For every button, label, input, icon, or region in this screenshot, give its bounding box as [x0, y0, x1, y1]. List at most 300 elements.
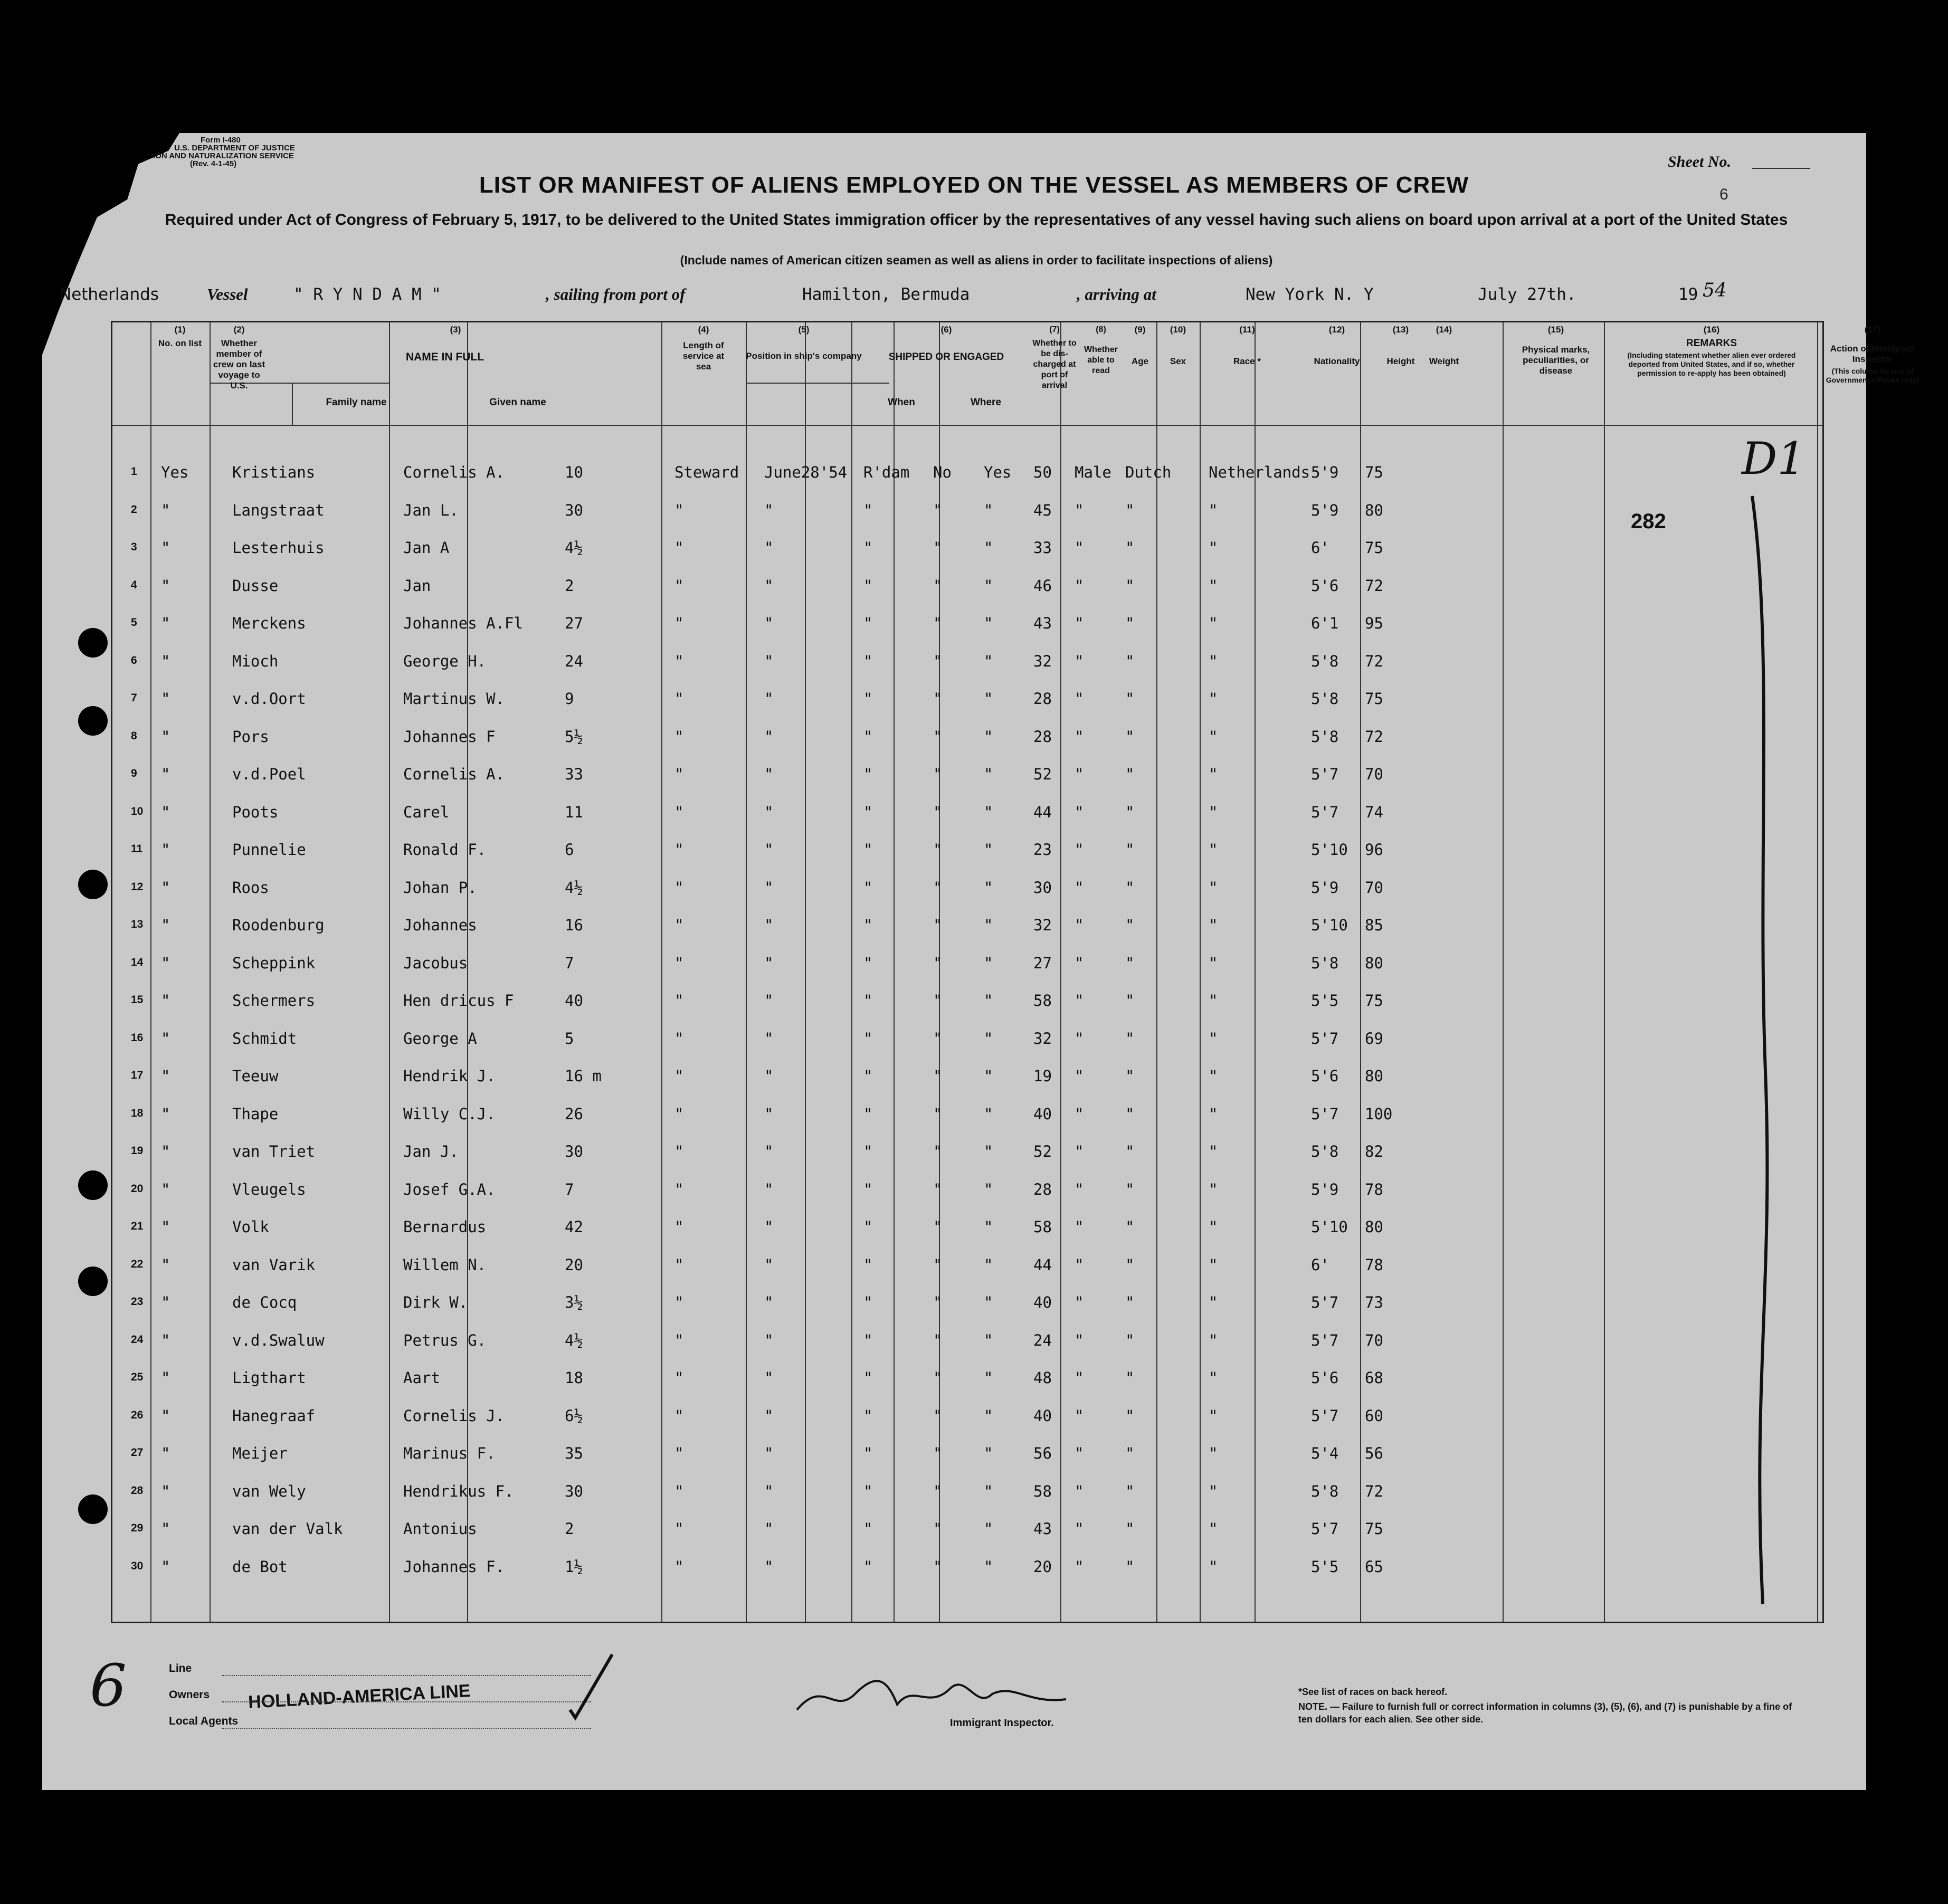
cell-age: 58 — [1033, 1218, 1052, 1236]
cell-service: 10 — [565, 463, 583, 481]
cell-when: " — [764, 1030, 774, 1048]
cell-discharged: " — [933, 1105, 943, 1123]
cell-height: 5'7 — [1311, 1520, 1339, 1538]
cell-read: " — [984, 577, 993, 595]
cell-race: " — [1125, 652, 1135, 670]
cell-age: 58 — [1033, 1482, 1052, 1500]
cell-service: 1½ — [565, 1558, 583, 1576]
cell-read: " — [984, 1407, 993, 1425]
cell-race: " — [1125, 765, 1135, 783]
form-department: U.S. DEPARTMENT OF JUSTICE — [174, 144, 295, 153]
cell-when: " — [764, 1369, 774, 1387]
row-number: 12 — [131, 881, 144, 893]
cell-weight: 80 — [1365, 1218, 1383, 1236]
cell-position: " — [674, 539, 684, 557]
vessel-flag: Netherlands — [59, 285, 159, 304]
cell-nationality: " — [1209, 1293, 1218, 1311]
cell-where: " — [863, 765, 873, 783]
col-position-number: (5) — [798, 325, 810, 335]
cell-member: " — [161, 1331, 170, 1349]
cell-race: " — [1125, 728, 1135, 746]
col-age: Age — [1131, 356, 1149, 366]
cell-age: 44 — [1033, 1256, 1052, 1274]
cell-read: " — [984, 1444, 993, 1462]
cell-sex: " — [1075, 1256, 1084, 1274]
cell-read: " — [984, 1218, 993, 1236]
cell-discharged: " — [933, 1331, 943, 1349]
cell-weight: 75 — [1365, 690, 1383, 708]
cell-age: 19 — [1033, 1067, 1052, 1085]
cell-service: 30 — [565, 501, 583, 519]
cell-sex: " — [1075, 1369, 1084, 1387]
cell-height: 5'9 — [1311, 463, 1339, 481]
cell-race: " — [1125, 614, 1135, 632]
cell-age: 28 — [1033, 690, 1052, 708]
cell-height: 5'7 — [1311, 1293, 1339, 1311]
row-number: 8 — [131, 730, 137, 742]
cell-where: " — [863, 1331, 873, 1349]
cell-position: " — [674, 841, 684, 859]
cell-where: " — [863, 1293, 873, 1311]
cell-sex: " — [1075, 1143, 1084, 1160]
cell-where: " — [863, 1030, 873, 1048]
punch-hole — [78, 870, 108, 899]
cell-sex: " — [1075, 841, 1084, 859]
cell-when: " — [764, 803, 774, 821]
cell-read: " — [984, 1256, 993, 1274]
cell-height: 5'6 — [1311, 577, 1339, 595]
cell-family: van Triet — [232, 1143, 316, 1160]
cell-when: June28'54 — [764, 463, 848, 481]
cell-family: de Cocq — [232, 1293, 297, 1311]
cell-member: " — [161, 765, 170, 783]
cell-given: Jan J. — [403, 1143, 459, 1160]
cell-member: " — [161, 728, 170, 746]
col-sex: Sex — [1170, 356, 1186, 366]
cell-race: " — [1125, 1067, 1135, 1085]
cell-position: " — [674, 879, 684, 897]
cell-position: " — [674, 992, 684, 1010]
cell-when: " — [764, 577, 774, 595]
cell-when: " — [764, 841, 774, 859]
cell-position: " — [674, 614, 684, 632]
footer-note — [1298, 1700, 1805, 1726]
cell-position: Steward — [674, 463, 739, 481]
cell-race: " — [1125, 1143, 1135, 1160]
cell-service: 24 — [565, 652, 583, 670]
cell-member: " — [161, 690, 170, 708]
cell-service: 4½ — [565, 539, 583, 557]
cell-nationality: " — [1209, 1030, 1218, 1048]
cell-family: de Bot — [232, 1558, 288, 1576]
cell-member: " — [161, 501, 170, 519]
cell-given: Johannes F. — [403, 1558, 505, 1576]
cell-age: 20 — [1033, 1558, 1052, 1576]
cell-read: " — [984, 1558, 993, 1576]
cell-family: v.d.Poel — [232, 765, 306, 783]
cell-age: 32 — [1033, 916, 1052, 934]
row-number: 28 — [131, 1484, 144, 1497]
cell-height: 5'8 — [1311, 652, 1339, 670]
row-number: 26 — [131, 1409, 144, 1421]
col-member-number: (2) — [233, 325, 245, 335]
cell-position: " — [674, 577, 684, 595]
cell-height: 5'6 — [1311, 1067, 1339, 1085]
cell-where: " — [863, 690, 873, 708]
row-number: 4 — [131, 579, 137, 591]
cell-nationality: " — [1209, 1520, 1218, 1538]
cell-age: 43 — [1033, 614, 1052, 632]
cell-given: Jan L. — [403, 501, 459, 519]
cell-member: " — [161, 1558, 170, 1576]
row-number: 2 — [131, 503, 137, 516]
cell-member: " — [161, 1030, 170, 1048]
row-number: 6 — [131, 654, 137, 667]
cell-where: R'dam — [863, 463, 910, 481]
cell-member: " — [161, 1105, 170, 1123]
row-number: 30 — [131, 1560, 144, 1572]
cell-where: " — [863, 1558, 873, 1576]
cell-sex: " — [1075, 652, 1084, 670]
cell-where: " — [863, 539, 873, 557]
cell-height: 5'10 — [1311, 841, 1348, 859]
cell-discharged: " — [933, 728, 943, 746]
cell-where: " — [863, 1218, 873, 1236]
note-text: — Failure to furnish full or correct information in columns (3), (5), (6), and (7) is punishable by a fine of ten dollars for each alien. See other side. — [1298, 1701, 1792, 1725]
cell-nationality: " — [1209, 765, 1218, 783]
departure-port: Hamilton, Bermuda — [802, 285, 970, 304]
cell-service: 2 — [565, 1520, 574, 1538]
col-age-number: (9) — [1134, 325, 1146, 335]
cell-service: 7 — [565, 1181, 574, 1198]
cell-given: Cornelis J. — [403, 1407, 505, 1425]
cell-given: Marinus F. — [403, 1444, 496, 1462]
punch-hole — [78, 1267, 108, 1296]
punch-hole — [78, 1170, 108, 1200]
cell-read: " — [984, 539, 993, 557]
cell-weight: 70 — [1365, 1331, 1383, 1349]
cell-family: Mioch — [232, 652, 279, 670]
cell-member: " — [161, 577, 170, 595]
cell-race: " — [1125, 1256, 1135, 1274]
cell-age: 52 — [1033, 1143, 1052, 1160]
cell-sex: " — [1075, 1520, 1084, 1538]
row-number: 11 — [131, 843, 143, 855]
cell-weight: 69 — [1365, 1030, 1383, 1048]
cell-where: " — [863, 1482, 873, 1500]
col-race: Race * — [1233, 356, 1261, 366]
cell-when: " — [764, 1067, 774, 1085]
cell-discharged: " — [933, 879, 943, 897]
cell-read: " — [984, 1369, 993, 1387]
note-label: NOTE. — [1298, 1701, 1328, 1712]
cell-given: Hendrikus F. — [403, 1482, 514, 1500]
cell-given: George H. — [403, 652, 487, 670]
cell-where: " — [863, 501, 873, 519]
cell-sex: " — [1075, 690, 1084, 708]
cell-race: " — [1125, 1407, 1135, 1425]
cell-given: Jan — [403, 577, 431, 595]
cell-weight: 80 — [1365, 1067, 1383, 1085]
row-number: 24 — [131, 1334, 144, 1346]
cell-discharged: " — [933, 614, 943, 632]
punch-hole — [78, 628, 108, 658]
cell-discharged: " — [933, 1181, 943, 1198]
cell-height: 5'8 — [1311, 1482, 1339, 1500]
cell-given: Hendrik J. — [403, 1067, 496, 1085]
cell-position: " — [674, 1256, 684, 1274]
cell-family: Scheppink — [232, 954, 316, 972]
cell-sex: " — [1075, 1482, 1084, 1500]
cell-nationality: " — [1209, 1482, 1218, 1500]
cell-given: Willem N. — [403, 1256, 487, 1274]
cell-nationality: " — [1209, 1407, 1218, 1425]
cell-family: Ligthart — [232, 1369, 306, 1387]
cell-read: " — [984, 803, 993, 821]
cell-position: " — [674, 501, 684, 519]
cell-where: " — [863, 954, 873, 972]
cell-race: " — [1125, 1105, 1135, 1123]
col-read-number: (8) — [1096, 325, 1106, 334]
cell-where: " — [863, 1067, 873, 1085]
cell-when: " — [764, 992, 774, 1010]
cell-nationality: " — [1209, 728, 1218, 746]
cell-discharged: No — [933, 463, 952, 481]
cell-discharged: " — [933, 916, 943, 934]
inspector-signature — [792, 1668, 1087, 1726]
cell-service: 6 — [565, 841, 574, 859]
col-height: Height — [1386, 356, 1415, 366]
cell-discharged: " — [933, 1218, 943, 1236]
cell-family: Pors — [232, 728, 269, 746]
cell-when: " — [764, 539, 774, 557]
cell-given: Martinus W. — [403, 690, 505, 708]
cell-given: Ronald F. — [403, 841, 487, 859]
cell-height: 5'7 — [1311, 1030, 1339, 1048]
document-note: (Include names of American citizen seamen as well as aliens in order to facilitate inspections of aliens) — [680, 253, 1273, 267]
cell-read: Yes — [984, 463, 1012, 481]
cell-given: Petrus G. — [403, 1331, 487, 1349]
cell-weight: 96 — [1365, 841, 1383, 859]
cell-sex: " — [1075, 1293, 1084, 1311]
cell-position: " — [674, 1030, 684, 1048]
cell-member: " — [161, 1482, 170, 1500]
vessel-label: Vessel — [207, 285, 248, 303]
cell-family: Punnelie — [232, 841, 306, 859]
inspector-line — [1736, 491, 1779, 1610]
cell-position: " — [674, 652, 684, 670]
cell-member: " — [161, 1369, 170, 1387]
cell-position: " — [674, 765, 684, 783]
cell-race: " — [1125, 1444, 1135, 1462]
col-discharged-number: (7) — [1049, 325, 1060, 334]
cell-nationality: " — [1209, 879, 1218, 897]
cell-weight: 95 — [1365, 614, 1383, 632]
row-number: 1 — [131, 465, 137, 478]
col-remarks-note: (Including statement whether alien ever ordered deported from United States, and if so, whether permission to re-apply has been obtained) — [1627, 351, 1796, 377]
cell-age: 33 — [1033, 539, 1052, 557]
cell-height: 5'9 — [1311, 1181, 1339, 1198]
cell-read: " — [984, 1181, 993, 1198]
cell-when: " — [764, 652, 774, 670]
cell-nationality: " — [1209, 690, 1218, 708]
cell-position: " — [674, 1520, 684, 1538]
cell-read: " — [984, 1067, 993, 1085]
cell-given: Jan A — [403, 539, 450, 557]
cell-position: " — [674, 1143, 684, 1160]
cell-service: 16 — [565, 916, 583, 934]
cell-discharged: " — [933, 1030, 943, 1048]
cell-given: Josef G.A. — [403, 1181, 496, 1198]
cell-read: " — [984, 916, 993, 934]
row-number: 9 — [131, 767, 137, 779]
cell-age: 30 — [1033, 879, 1052, 897]
cell-discharged: " — [933, 690, 943, 708]
cell-weight: 75 — [1365, 463, 1383, 481]
cell-family: Roos — [232, 879, 269, 897]
cell-discharged: " — [933, 1067, 943, 1085]
cell-family: van Varik — [232, 1256, 316, 1274]
cell-height: 5'6 — [1311, 1369, 1339, 1387]
cell-race: " — [1125, 577, 1135, 595]
cell-nationality: " — [1209, 1105, 1218, 1123]
cell-weight: 56 — [1365, 1444, 1383, 1462]
cell-age: 58 — [1033, 992, 1052, 1010]
arriving-label: , arriving at — [1077, 285, 1156, 303]
cell-nationality: " — [1209, 841, 1218, 859]
col-no: No. on list — [158, 338, 202, 348]
row-number: 23 — [131, 1296, 144, 1308]
cell-discharged: " — [933, 1520, 943, 1538]
cell-where: " — [863, 916, 873, 934]
cell-nationality: Netherlands — [1209, 463, 1310, 481]
cell-when: " — [764, 501, 774, 519]
cell-race: " — [1125, 803, 1135, 821]
cell-weight: 72 — [1365, 1482, 1383, 1500]
row-number: 17 — [131, 1069, 144, 1081]
cell-sex: " — [1075, 1067, 1084, 1085]
cell-height: 5'10 — [1311, 1218, 1348, 1236]
cell-member: " — [161, 539, 170, 557]
cell-sex: " — [1075, 577, 1084, 595]
cell-height: 5'5 — [1311, 1558, 1339, 1576]
check-mark — [559, 1646, 623, 1726]
cell-given: Cornelis A. — [403, 765, 505, 783]
cell-read: " — [984, 728, 993, 746]
cell-age: 28 — [1033, 728, 1052, 746]
col-marks-number: (15) — [1547, 325, 1564, 335]
cell-read: " — [984, 690, 993, 708]
cell-service: 30 — [565, 1482, 583, 1500]
cell-where: " — [863, 1369, 873, 1387]
cell-member: " — [161, 954, 170, 972]
punch-hole — [78, 1494, 108, 1524]
cell-member: " — [161, 1181, 170, 1198]
cell-where: " — [863, 1181, 873, 1198]
remarks-annotation: 282 — [1631, 510, 1666, 533]
cell-read: " — [984, 841, 993, 859]
cell-position: " — [674, 1218, 684, 1236]
cell-member: " — [161, 879, 170, 897]
crew-table — [111, 321, 1920, 1623]
cell-height: 5'8 — [1311, 690, 1339, 708]
cell-age: 44 — [1033, 803, 1052, 821]
cell-family: van Wely — [232, 1482, 306, 1500]
cell-position: " — [674, 916, 684, 934]
cell-sex: " — [1075, 992, 1084, 1010]
cell-where: " — [863, 841, 873, 859]
cell-member: " — [161, 614, 170, 632]
cell-nationality: " — [1209, 577, 1218, 595]
col-discharged: Whether to be dis-charged at port of arrival — [1032, 339, 1077, 390]
row-number: 3 — [131, 541, 137, 553]
cell-race: " — [1125, 1558, 1135, 1576]
cell-age: 56 — [1033, 1444, 1052, 1462]
cell-nationality: " — [1209, 1143, 1218, 1160]
cell-race: " — [1125, 1181, 1135, 1198]
cell-sex: Male — [1075, 463, 1111, 481]
cell-height: 5'4 — [1311, 1444, 1339, 1462]
cell-when: " — [764, 1218, 774, 1236]
sailing-label: , sailing from port of — [546, 285, 686, 303]
cell-age: 43 — [1033, 1520, 1052, 1538]
cell-discharged: " — [933, 765, 943, 783]
cell-race: " — [1125, 992, 1135, 1010]
cell-discharged: " — [933, 577, 943, 595]
cell-height: 5'7 — [1311, 1407, 1339, 1425]
cell-given: Johannes A.Fl — [403, 614, 523, 632]
cell-read: " — [984, 1105, 993, 1123]
cell-family: Schermers — [232, 992, 316, 1010]
cell-nationality: " — [1209, 501, 1218, 519]
cell-race: " — [1125, 1482, 1135, 1500]
cell-position: " — [674, 1482, 684, 1500]
cell-age: 24 — [1033, 1331, 1052, 1349]
cell-family: Merckens — [232, 614, 306, 632]
row-number: 25 — [131, 1371, 144, 1383]
cell-race: " — [1125, 501, 1135, 519]
cell-discharged: " — [933, 1143, 943, 1160]
cell-weight: 72 — [1365, 577, 1383, 595]
form-number: Form I-480 — [201, 136, 241, 145]
cell-position: " — [674, 1407, 684, 1425]
document-subtitle: Required under Act of Congress of February 5, 1917, to be delivered to the United States immigration officer by the representatives of any vessel having such aliens on board upon arrival at a port of the United States — [165, 211, 1788, 229]
cell-sex: " — [1075, 1558, 1084, 1576]
row-number: 7 — [131, 692, 137, 704]
cell-service: 35 — [565, 1444, 583, 1462]
cell-age: 23 — [1033, 841, 1052, 859]
row-number: 16 — [131, 1032, 144, 1044]
cell-position: " — [674, 1105, 684, 1123]
cell-when: " — [764, 1293, 774, 1311]
cell-when: " — [764, 1105, 774, 1123]
cell-position: " — [674, 728, 684, 746]
cell-service: 30 — [565, 1143, 583, 1160]
cell-when: " — [764, 1520, 774, 1538]
cell-when: " — [764, 1444, 774, 1462]
cell-age: 45 — [1033, 501, 1052, 519]
cell-read: " — [984, 1293, 993, 1311]
cell-member: Yes — [161, 463, 189, 481]
cell-given: Johan P. — [403, 879, 477, 897]
row-number: 18 — [131, 1107, 144, 1119]
col-name-number: (3) — [450, 325, 461, 335]
cell-when: " — [764, 1482, 774, 1500]
cell-family: Teeuw — [232, 1067, 279, 1085]
cell-race: " — [1125, 690, 1135, 708]
cell-when: " — [764, 1181, 774, 1198]
col-no-number: (1) — [174, 325, 186, 335]
